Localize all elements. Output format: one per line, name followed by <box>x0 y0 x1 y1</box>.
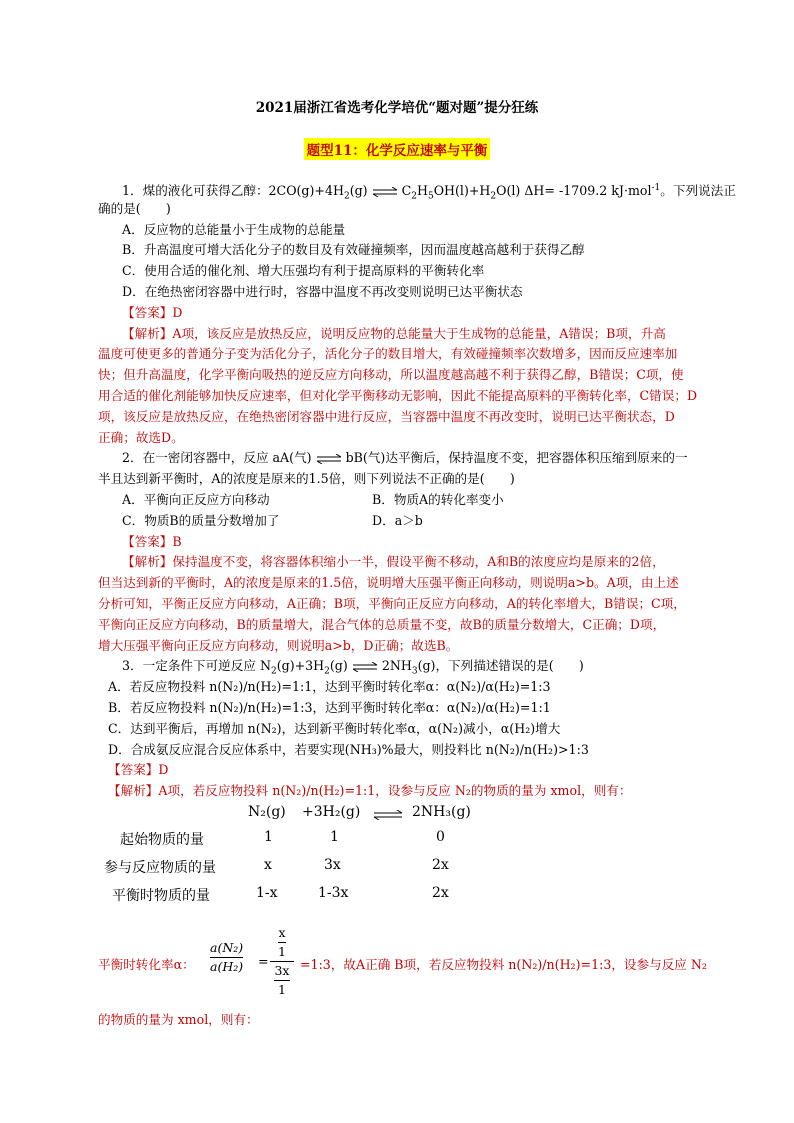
q1-analysis-line2: 温度可使更多的普通分子变为活化分子，活化分子的数目增大，有效碰撞频率次数增多，因而反应速率加 <box>98 346 678 362</box>
q3-text: (g) <box>329 658 348 674</box>
q2-option-a: A．平衡向正反应方向移动 <box>122 491 270 507</box>
answer-value: B <box>172 533 182 549</box>
q2-analysis-line5: 增大压强平衡向正反应方向移动，则说明a>b，D正确；故选B。 <box>98 637 459 653</box>
table-eq-h2: +3H₂(g) <box>302 803 361 820</box>
table-row1-label: 起始物质的量 <box>120 831 204 848</box>
q3-option-c: C．达到平衡后，再增加 n(N₂)，达到新平衡时转化率α，α(N₂)减小，α(H₂)增大 <box>108 720 561 736</box>
table-cell: 1 <box>264 828 273 845</box>
document-body <box>98 178 736 1031</box>
ice-table <box>98 802 708 912</box>
equilibrium-arrow-icon <box>372 187 398 197</box>
table-cell: 2x <box>432 884 449 901</box>
q2-analysis-line4: 平衡向正反应方向移动，B的质量增大，混合气体的总质量不变，故B的质量分数增大，C正确；D项， <box>98 616 666 632</box>
answer-tag: 【答案】 <box>122 533 173 549</box>
q2-analysis-line2: 但当达到新的平衡时，A的浓度是原来的1.5倍，说明增大压强平衡正向移动，则说明a>b。A项，由上述 <box>98 575 679 591</box>
analysis-text: 保持温度不变，将容器体积缩小一半，假设平衡不移动，A和B的浓度应均是原来的2倍， <box>172 554 665 570</box>
q2-stem-line1 <box>98 448 708 469</box>
table-eq-n2: N₂(g) <box>248 803 286 820</box>
table-cell: 2x <box>432 856 449 873</box>
q1-option-c: C．使用合适的催化剂、增大压强均有利于提高原料的平衡转化率 <box>122 263 485 279</box>
table-cell: 0 <box>436 828 445 845</box>
q2-analysis-line3: 分析可知，平衡正反应方向移动，A正确；B项，平衡向正反应方向移动，A的转化率增大，B错误；C项， <box>98 595 686 611</box>
q3-option-d: D．合成氨反应混合反应体系中，若要实现(NH₃)%最大，则投料比 n(N₂)/n(H₂)>1:3 <box>108 741 589 757</box>
q1-text: 1．煤的液化可获得乙醇：2CO(g)+4H <box>122 183 344 199</box>
frac-numerator: a(N₂) <box>210 939 244 955</box>
q1-option-a: A．反应物的总能量小于生成物的总能量 <box>122 221 346 237</box>
table-row3-label: 平衡时物质的量 <box>112 887 210 904</box>
compound-fraction <box>270 924 294 999</box>
q1-text: (g) <box>349 183 368 199</box>
q1-option-d: D．在绝热密闭容器中进行时，容器中温度不再改变则说明已达平衡状态 <box>122 283 523 299</box>
q2-options-cd <box>98 511 708 532</box>
alpha-ratio-fraction <box>210 939 243 976</box>
frac-tail-text: =1:3，故A正确 B项，若反应物投料 n(N₂)/n(H₂)=1:3，设参与反应 N₂ <box>300 956 707 972</box>
q3-option-b: B．若反应物投料 n(N₂)/n(H₂)=1:3，达到平衡时转化率α：α(N₂)/α(H₂)=1:1 <box>108 699 551 715</box>
q3-option-a: A．若反应物投料 n(N₂)/n(H₂)=1:1，达到平衡时转化率α：α(N₂)/α(H₂)=1:3 <box>108 679 551 695</box>
q1-text: H <box>416 183 428 199</box>
q1-analysis-line5: 项，该反应是放热反应，在绝热密闭容器中进行反应，当容器中温度不再改变时，说明已达平衡状态，D <box>98 408 675 424</box>
analysis-tag: 【解析】 <box>122 325 173 341</box>
q1-text: O(l) ΔH= -1709.2 kJ·mol <box>496 183 652 199</box>
q2-option-c: C．物质B的质量分数增加了 <box>122 512 280 528</box>
q1-text: 。下列说法正 <box>660 183 736 199</box>
frac-label: 平衡时转化率α： <box>98 956 195 972</box>
analysis-tag: 【解析】 <box>108 783 159 799</box>
q1-analysis-line6: 正确；故选D。 <box>98 429 184 445</box>
equilibrium-arrow-icon <box>352 662 378 672</box>
q1-analysis-line1 <box>98 324 708 345</box>
document-title: 2021届浙江省选考化学培优“题对题”提分狂练 <box>255 100 539 116</box>
answer-value: D <box>158 762 169 778</box>
q2-text: 2．在一密闭容器中，反应 aA(气) <box>122 450 312 466</box>
q3-text: 3．一定条件下可逆反应 N <box>122 658 271 674</box>
equals-sign: = <box>258 953 269 969</box>
q3-text: (g)，下列描述错误的是( ) <box>417 658 584 674</box>
conversion-ratio-formula <box>98 924 708 1004</box>
q1-text: OH(l)+H <box>433 183 491 199</box>
frac-one: 1 <box>278 943 286 959</box>
frac-3x: 3x <box>274 962 290 978</box>
frac-x: x <box>278 924 286 940</box>
table-cell: 3x <box>324 856 341 873</box>
equilibrium-arrow-icon <box>373 810 403 820</box>
table-cell: 1-x <box>256 884 278 901</box>
q1-text: C <box>401 183 412 199</box>
table-row2-label: 参与反应物质的量 <box>104 859 216 876</box>
equilibrium-arrow-icon <box>316 454 342 464</box>
answer-tag: 【答案】 <box>108 762 159 778</box>
q3-last-line: 的物质的量为 xmol，则有： <box>98 1011 259 1027</box>
table-cell: x <box>264 856 272 873</box>
q2-text: bB(气)达平衡后，保持温度不变，把容器体积压缩到原来的一 <box>345 450 688 466</box>
bottom-fraction <box>274 962 289 999</box>
q2-option-d: D．a＞b <box>372 512 423 528</box>
analysis-tag: 【解析】 <box>122 554 173 570</box>
q3-answer <box>98 760 708 781</box>
q3-text: 2NH <box>381 658 412 674</box>
q1-analysis-line3: 快；但升高温度，化学平衡向吸热的逆反应方向移动，所以温度越高越不利于获得乙醇，B错误；C项，使 <box>98 367 684 383</box>
table-cell: 1 <box>330 828 339 845</box>
top-fraction <box>278 924 286 961</box>
q1-answer <box>98 303 708 324</box>
q2-option-b: B．物质A的转化率变小 <box>372 491 504 507</box>
q2-analysis-line1 <box>98 552 708 573</box>
q2-stem-line2: 半且达到新平衡时，A的浓度是原来的1.5倍，则下列说法不正确的是( ) <box>98 471 515 487</box>
table-cell: 1-3x <box>318 884 349 901</box>
q3-analysis-line1 <box>98 781 708 802</box>
q1-stem-line2: 确的是( ) <box>98 200 171 216</box>
section-subtitle: 题型11：化学反应速率与平衡 <box>304 138 491 160</box>
analysis-text: A项，若反应物投料 n(N₂)/n(H₂)=1:1，设参与反应 N₂的物质的量为 xmol，则有： <box>158 783 632 799</box>
frac-one: 1 <box>278 981 286 997</box>
analysis-text: A项，该反应是放热反应，说明反应物的总能量大于生成物的总能量，A错误；B项，升高 <box>172 325 666 341</box>
answer-value: D <box>172 304 183 320</box>
q2-answer <box>98 532 708 553</box>
q1-stem-line1: 1．煤的液化可获得乙醇：$2CO(g)+4H_2(g)$ $C_2H_5OH(l)+H_2O(l)$ ΔH= -1709.2 kJ·mol$^{-1}$。下列说法正 <box>122 183 736 202</box>
q1-analysis-line4: 用合适的催化剂能够加快反应速率，但对化学平衡移动无影响，因此不能提高原料的平衡转化率，C错误；D <box>98 387 698 403</box>
answer-tag: 【答案】 <box>122 304 173 320</box>
q2-options-ab <box>98 490 708 511</box>
table-eq-nh3: 2NH₃(g) <box>412 803 471 820</box>
q3-stem-line1: 3．一定条件下可逆反应 $N_2(g)+3H_2(g)$ $2NH_3(g)$，下列描述错误的是( ) <box>122 658 584 677</box>
subtitle-wrap <box>0 138 794 160</box>
q3-text: (g)+3H <box>276 658 325 674</box>
frac-denominator: a(H₂) <box>210 958 244 974</box>
q1-option-b: B．升高温度可增大活化分子的数目及有效碰撞频率，因而温度越高越利于获得乙醇 <box>122 242 585 258</box>
